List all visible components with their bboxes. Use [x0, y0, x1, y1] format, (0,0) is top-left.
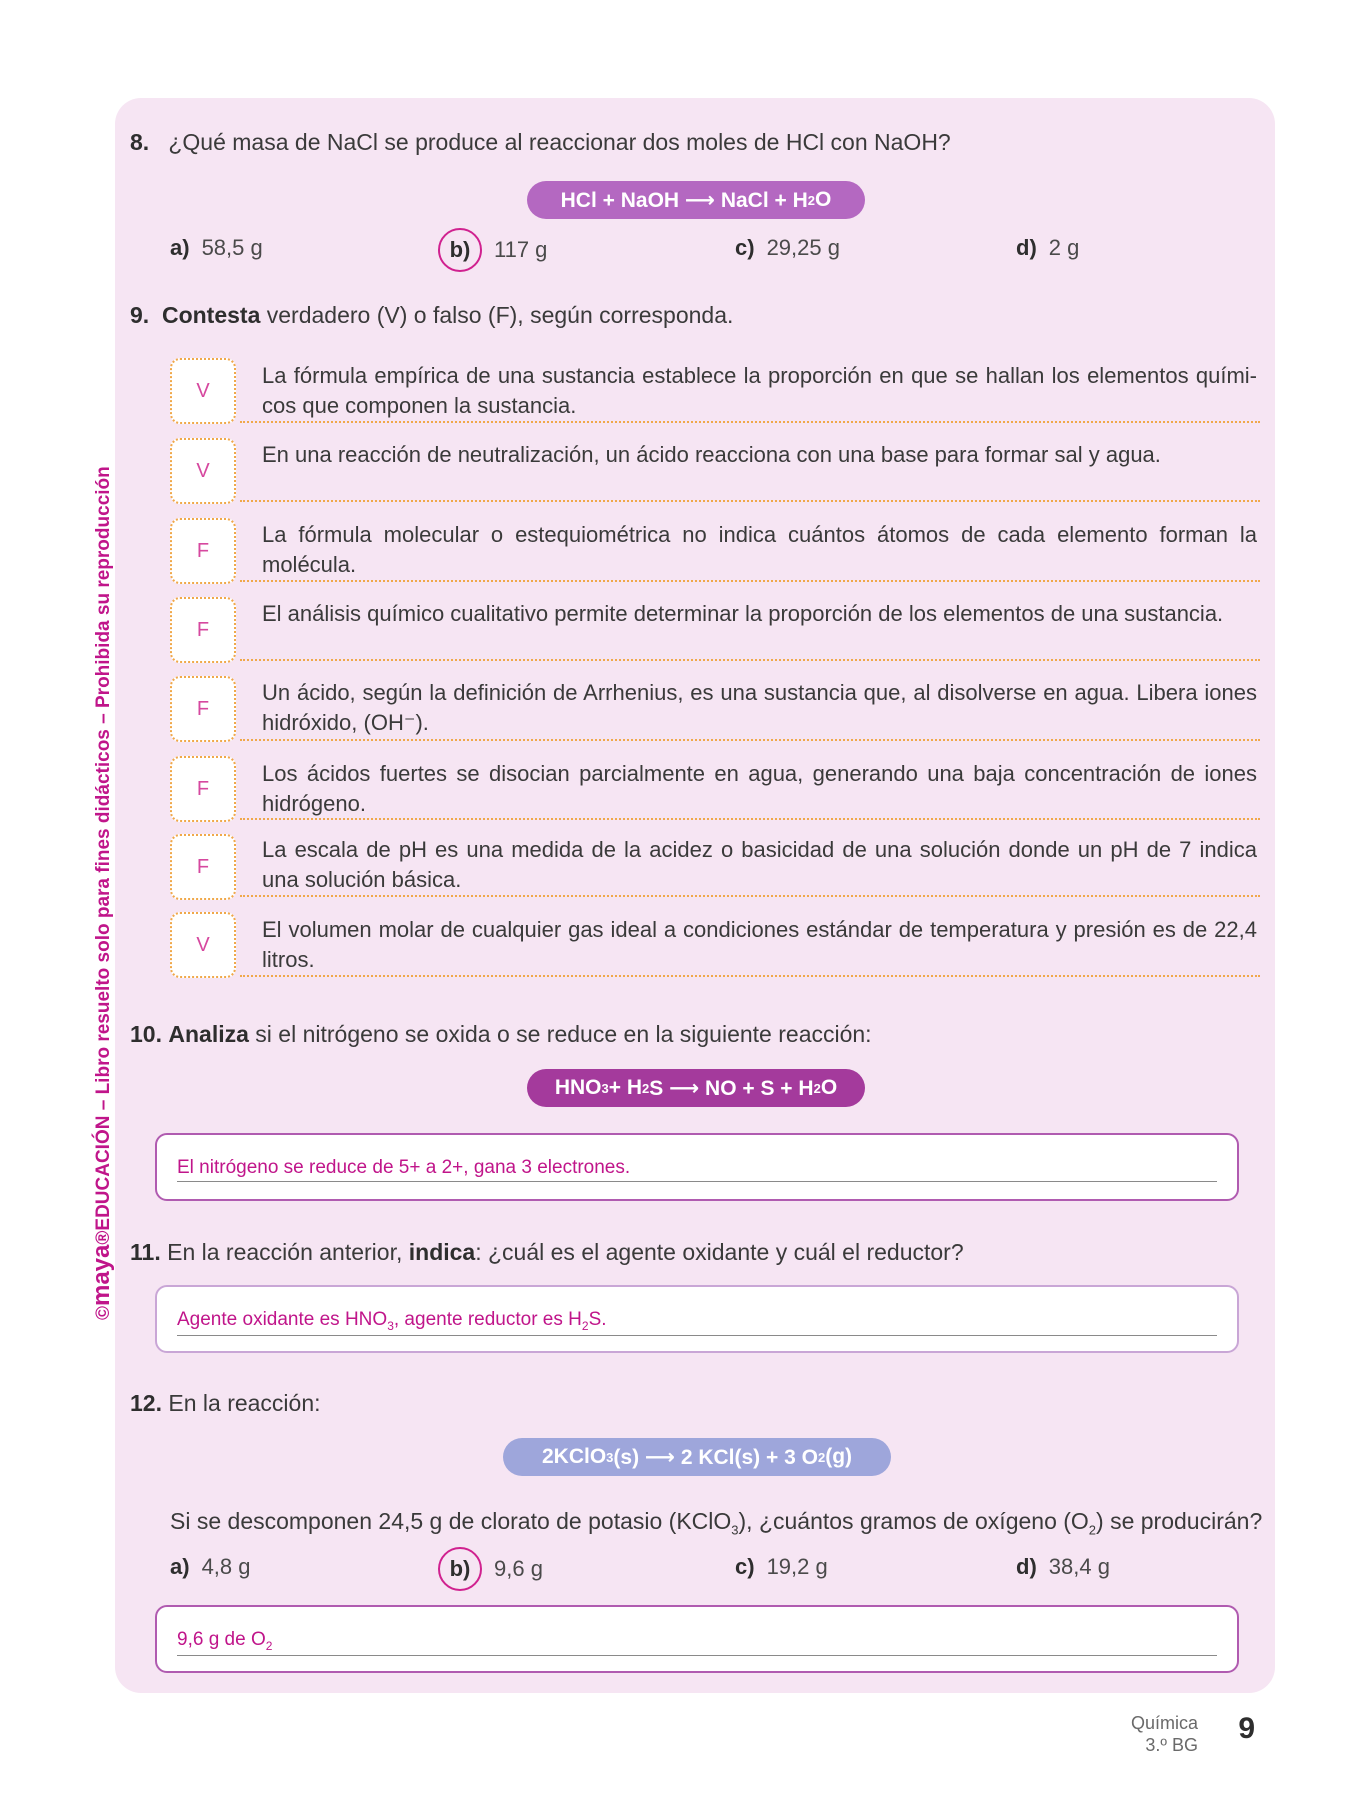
vf-statement-1: La fórmula empírica de una sustancia establece la proporción en que se hallan los elementos quími-cos que componen la sustancia. [262, 363, 1257, 418]
option-8c[interactable]: c) 29,25 g [735, 235, 840, 260]
equation-q12: 2KClO 3 (s) ⟶ 2 KCl(s) + 3 O 2 (g) [503, 1438, 891, 1476]
option-12b-selected[interactable]: b) 9,6 g [448, 1547, 543, 1591]
vf-statement-4: El análisis químico cualitativo permite determinar la proporción de los elementos de una sustancia. [262, 601, 1224, 626]
question-12-prompt: Si se descomponen 24,5 g de clorato de potasio (KClO$_3$), ¿cuántos gramos de oxígeno $(O_2)$ se producirán? [170, 1508, 1263, 1538]
vf-answer-6[interactable]: F [170, 756, 236, 822]
footer-subject: Química 3.º BG [1130, 1713, 1198, 1755]
question-12: 12. En la reacción: [130, 1390, 321, 1416]
vf-answer-7[interactable]: F [170, 834, 236, 900]
option-8d[interactable]: d) 2 g [1016, 235, 1080, 260]
vf-statement-3: La fórmula molecular o estequiométrica no indica cuántos átomos de cada elemento forman la molécula. [262, 522, 1257, 577]
answer-box-q12[interactable] [155, 1605, 1239, 1673]
dotted-divider [240, 659, 1260, 661]
dotted-divider [240, 895, 1260, 897]
page-number: 9 [1238, 1712, 1255, 1745]
vf-answer-8[interactable]: V [170, 912, 236, 978]
answer-text-q10: El nitrógeno se reduce de 5+ a 2+, gana 3 electrones. [177, 1157, 1217, 1182]
vf-statement-6: Los ácidos fuertes se disocian parcialmente en agua, generando una baja concentración de iones hidrógeno. [262, 761, 1257, 816]
question-9: 9. Contesta verdadero (V) o falso (F), según corresponda. [130, 302, 734, 328]
equation-q10: HNO 3 + H 2 S ⟶ NO + S + H 2 O [527, 1069, 865, 1107]
option-8a[interactable]: a) 58,5 g [170, 235, 263, 260]
vf-answer-3[interactable]: F [170, 518, 236, 584]
vf-answer-1[interactable]: V [170, 358, 236, 424]
question-8: 8. ¿Qué masa de NaCl se produce al reaccionar dos moles de HCl con NaOH? [130, 129, 951, 155]
question-10: 10. Analiza si el nitrógeno se oxida o se reduce en la siguiente reacción: [130, 1021, 872, 1047]
answer-box-q10[interactable] [155, 1133, 1239, 1201]
maya-logo: maya [88, 1244, 115, 1306]
option-8b-selected[interactable]: b) 117 g [448, 228, 547, 272]
vf-statement-5: Un ácido, según la definición de Arrhenius, es una sustancia que, al disolverse en agua. Libera iones hidróxido, (OH⁻). [262, 680, 1257, 735]
vf-statement-2: En una reacción de neutralización, un ácido reacciona con una base para formar sal y agua. [262, 442, 1161, 467]
dotted-divider [240, 580, 1260, 582]
question-11: 11. En la reacción anterior, indica: ¿cuál es el agente oxidante y cuál el reductor? [130, 1239, 964, 1265]
vf-answer-2[interactable]: V [170, 438, 236, 504]
equation-q8: HCl + NaOH ⟶ NaCl + H 2 O [527, 181, 865, 219]
vf-answer-4[interactable]: F [170, 597, 236, 663]
dotted-divider [240, 739, 1260, 741]
option-12a[interactable]: a) 4,8 g [170, 1554, 251, 1579]
dotted-divider [240, 818, 1260, 820]
dotted-divider [240, 500, 1260, 502]
vf-statement-8: El volumen molar de cualquier gas ideal a condiciones estándar de temperatura y presión es de 22,4 litros. [262, 917, 1257, 972]
copyright-sidebar: ©maya®EDUCACIÓN – Libro resuelto solo para fines didácticos – Prohibida su reproducción [88, 466, 115, 1320]
selected-circle: b) [438, 1547, 482, 1591]
question-8-text: ¿Qué masa de NaCl se produce al reaccionar dos moles de HCl con NaOH? [168, 129, 951, 155]
dotted-divider [240, 975, 1260, 977]
option-12d[interactable]: d) 38,4 g [1016, 1554, 1110, 1579]
vf-answer-5[interactable]: F [170, 676, 236, 742]
dotted-divider [240, 421, 1260, 423]
answer-box-q11[interactable] [155, 1285, 1239, 1353]
vf-statement-7: La escala de pH es una medida de la acidez o basicidad de una solución donde un pH de 7 indica una solución básica. [262, 837, 1257, 892]
selected-circle: b) [438, 228, 482, 272]
option-12c[interactable]: c) 19,2 g [735, 1554, 828, 1579]
answer-text-q11: Agente oxidante es $HNO_3$, agente reductor es $H_2S$. [177, 1309, 1217, 1336]
answer-text-q12: 9,6 g de $O_2$ [177, 1629, 1217, 1656]
